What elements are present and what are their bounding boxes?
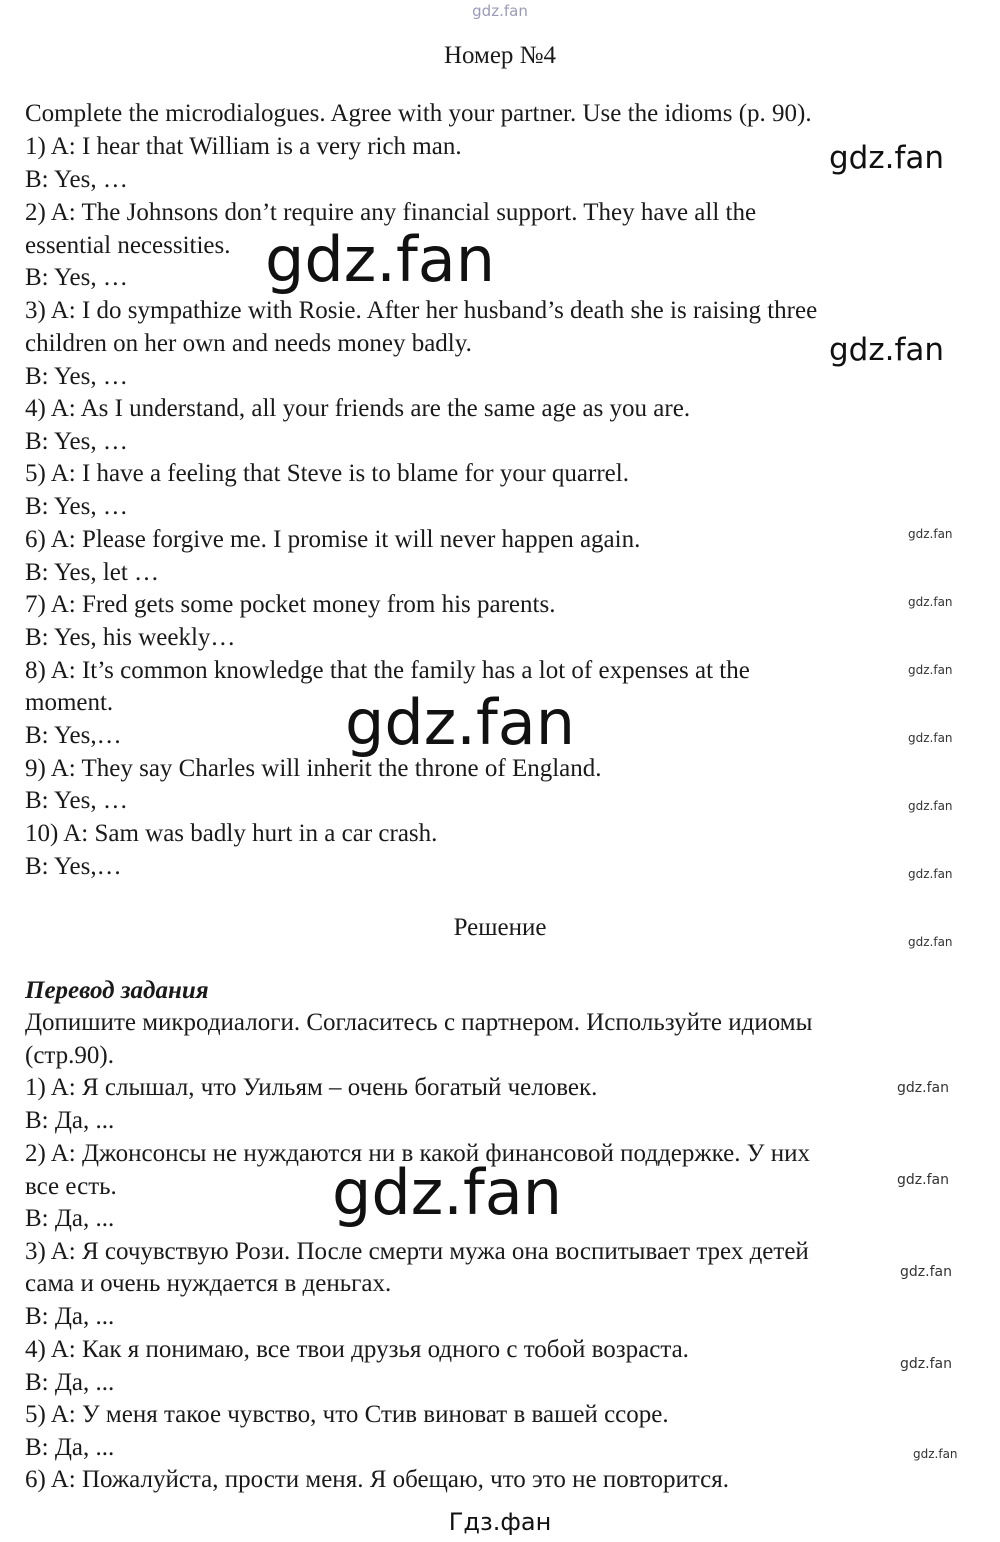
watermark: gdz.fan <box>908 527 953 541</box>
translation-line: B: Да, ... <box>25 1205 115 1232</box>
translation-line: 3) A: Я сочувствую Рози. После смерти мужа она воспитывает трех детей <box>25 1238 809 1265</box>
translation-line: сама и очень нуждается в деньгах. <box>25 1270 392 1297</box>
task-line: B: Yes, his weekly… <box>25 624 236 651</box>
watermark: gdz.fan <box>908 731 953 745</box>
watermark: gdz.fan <box>908 595 953 609</box>
task-line: 8) A: It’s common knowledge that the family has a lot of expenses at the <box>25 657 750 684</box>
task-line: 3) A: I do sympathize with Rosie. After her husband’s death she is raising three <box>25 297 818 324</box>
task-line: 2) A: The Johnsons don’t require any financial support. They have all the <box>25 199 757 226</box>
task-line: B: Yes, let … <box>25 559 160 586</box>
task-line: B: Yes, … <box>25 787 128 814</box>
watermark: gdz.fan <box>897 1172 949 1188</box>
task-line: 5) A: I have a feeling that Steve is to blame for your quarrel. <box>25 460 629 487</box>
translation-line: 2) A: Джонсонсы не нуждаются ни в какой финансовой поддержке. У них <box>25 1140 810 1167</box>
translation-line: 6) A: Пожалуйста, прости меня. Я обещаю, что это не повторится. <box>25 1466 729 1493</box>
watermark: gdz.fan <box>332 1156 563 1229</box>
translation-line: (стр.90). <box>25 1042 114 1069</box>
watermark: gdz.fan <box>913 1447 958 1461</box>
task-instruction: Complete the microdialogues. Agree with your partner. Use the idioms (p. 90). <box>25 100 812 127</box>
task-line: 4) A: As I understand, all your friends are the same age as you are. <box>25 395 691 422</box>
task-line: B: Yes, … <box>25 428 128 455</box>
watermark: gdz.fan <box>900 1356 952 1372</box>
task-line: 10) A: Sam was badly hurt in a car crash. <box>25 820 438 847</box>
task-line: children on her own and needs money badly. <box>25 330 472 357</box>
task-line: B: Yes, … <box>25 363 128 390</box>
translation-line: B: Да, ... <box>25 1369 115 1396</box>
task-line: B: Yes, … <box>25 166 128 193</box>
watermark: gdz.fan <box>900 1264 952 1280</box>
page-title: Номер №4 <box>443 42 557 69</box>
watermark: gdz.fan <box>829 140 945 176</box>
translation-line: 5) A: У меня такое чувство, что Стив виноват в вашей ссоре. <box>25 1401 669 1428</box>
translation-line: 1) A: Я слышал, что Уильям – очень богатый человек. <box>25 1074 598 1101</box>
task-line: B: Yes, … <box>25 264 128 291</box>
watermark: gdz.fan <box>908 799 953 813</box>
translation-line: Допишите микродиалоги. Согласитесь с партнером. Используйте идиомы <box>25 1009 813 1036</box>
watermark: gdz.fan <box>829 332 945 368</box>
watermark: gdz.fan <box>345 686 576 759</box>
watermark: gdz.fan <box>265 223 496 296</box>
watermark: gdz.fan <box>908 867 953 881</box>
solution-heading: Решение <box>453 914 547 941</box>
watermark: gdz.fan <box>897 1080 949 1096</box>
top-watermark: gdz.fan <box>472 2 528 20</box>
watermark: gdz.fan <box>908 663 953 677</box>
watermark: gdz.fan <box>908 935 953 949</box>
task-line: moment. <box>25 689 114 716</box>
translation-line: B: Да, ... <box>25 1434 115 1461</box>
translation-heading: Перевод задания <box>25 977 209 1004</box>
translation-line: все есть. <box>25 1173 117 1200</box>
task-line: B: Yes,… <box>25 722 122 749</box>
task-line: B: Yes, … <box>25 493 128 520</box>
footer-watermark: Гдз.фан <box>448 1508 552 1536</box>
task-line: 7) A: Fred gets some pocket money from his parents. <box>25 591 556 618</box>
translation-line: B: Да, ... <box>25 1303 115 1330</box>
translation-line: 4) A: Как я понимаю, все твои друзья одного с тобой возраста. <box>25 1336 689 1363</box>
translation-line: B: Да, ... <box>25 1107 115 1134</box>
task-line: B: Yes,… <box>25 853 122 880</box>
task-line: 9) A: They say Charles will inherit the throne of England. <box>25 755 602 782</box>
task-line: essential necessities. <box>25 232 231 259</box>
task-line: 1) A: I hear that William is a very rich man. <box>25 133 462 160</box>
task-line: 6) A: Please forgive me. I promise it will never happen again. <box>25 526 641 553</box>
